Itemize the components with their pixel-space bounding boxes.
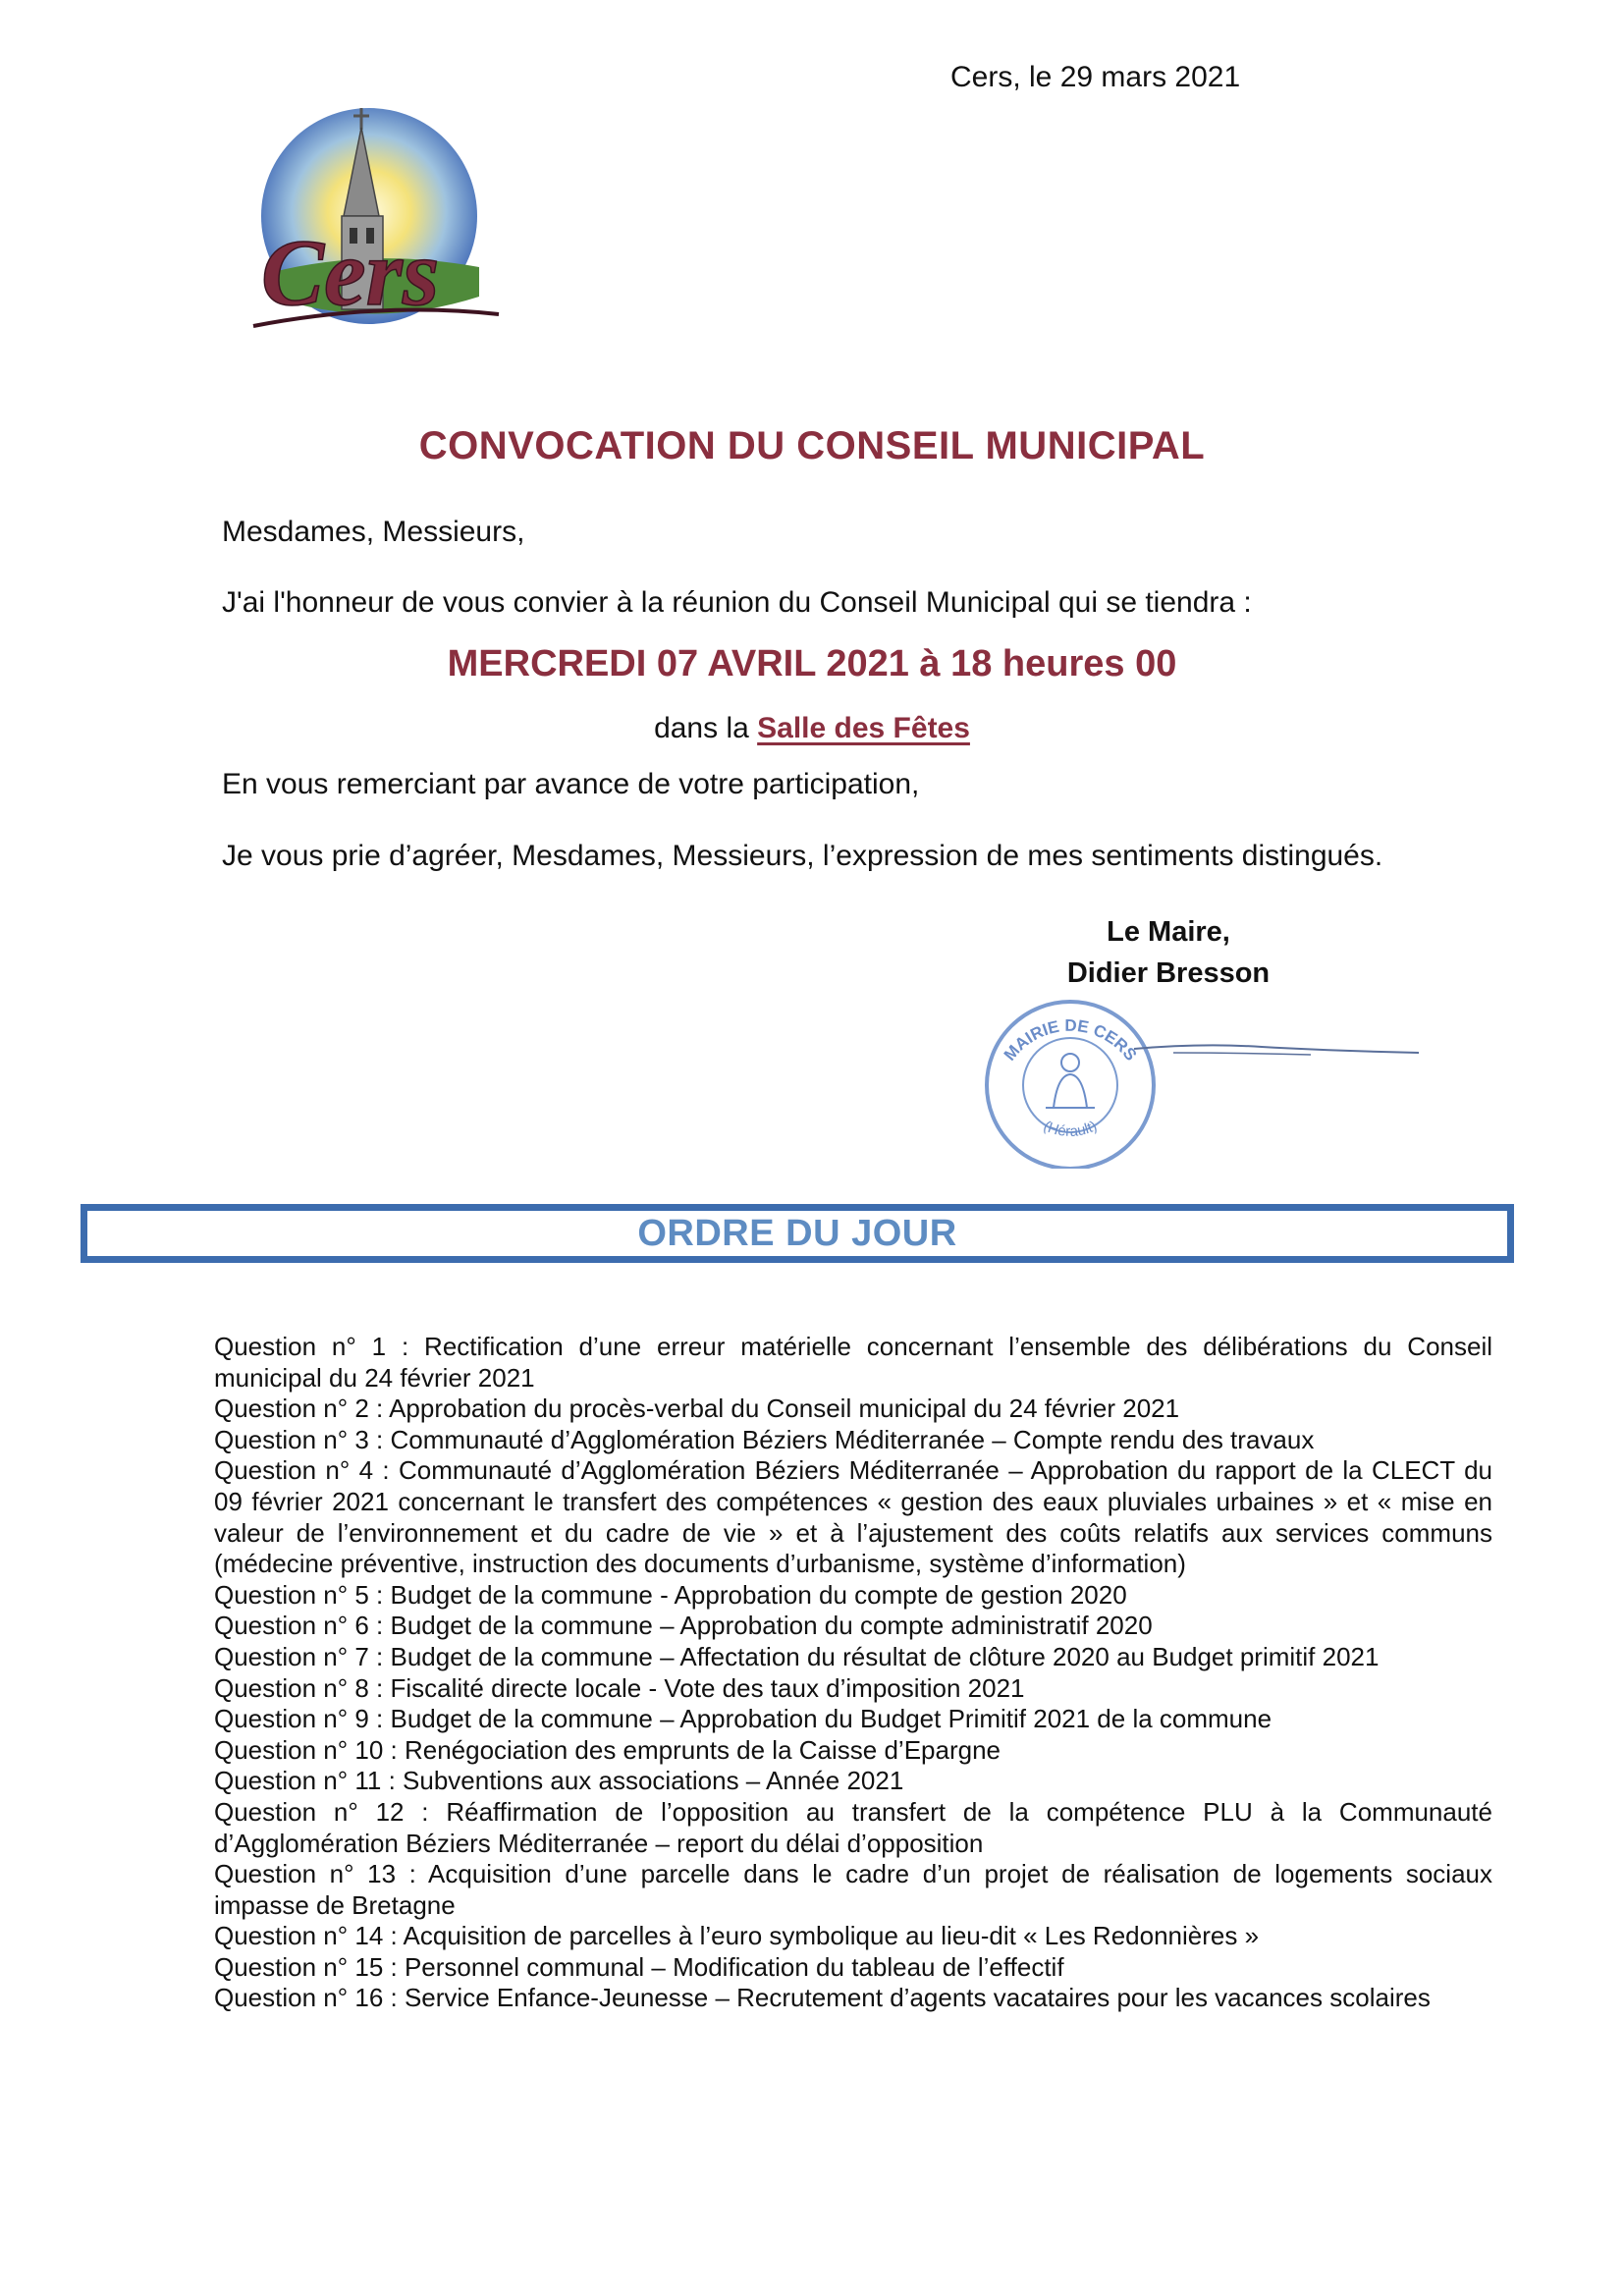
agenda-item: Question n° 10 : Renégociation des emprunts de la Caisse d’Epargne [214, 1734, 1001, 1765]
agenda-item: Question n° 9 : Budget de la commune – Approbation du Budget Primitif 2021 de la commune [214, 1704, 1272, 1734]
agenda-item: Question n° 8 : Fiscalité directe locale - Vote des taux d’imposition 2021 [214, 1672, 1025, 1703]
svg-text:MAIRIE DE CERS [1001, 1016, 1141, 1065]
salutation: Mesdames, Messieurs, [222, 516, 525, 548]
agenda-item: Question n° 6 : Budget de la commune – Approbation du compte administratif 2020 [214, 1611, 1153, 1641]
meeting-datetime: MERCREDI 07 AVRIL 2021 à 18 heures 00 [447, 643, 1177, 684]
official-stamp [967, 992, 1429, 1169]
stamp-text-top: MAIRIE DE CERS [1000, 1015, 1141, 1065]
meeting-venue [0, 712, 1624, 745]
seal-figure-icon [1046, 1054, 1095, 1108]
logo-wordmark: Cers [261, 220, 440, 325]
agenda-item: Question n° 5 : Budget de la commune - Approbation du compte de gestion 2020 [214, 1579, 1127, 1610]
agenda-item: Question n° 2 : Approbation du procès-verbal du Conseil municipal du 24 février 2021 [214, 1394, 1180, 1424]
agenda-title: ORDRE DU JOUR [637, 1212, 957, 1254]
agenda-item: Question n° 12 : Réaffirmation de l’opposition au transfert de la compétence PLU à la Communauté d’Agglomération Béziers Méditerranée – report du délai d’opposition [214, 1796, 1492, 1858]
signature-stroke [1134, 1045, 1419, 1053]
closing-paragraph: Je vous prie d’agréer, Mesdames, Messieurs, l’expression de mes sentiments distingués. [222, 840, 1383, 872]
agenda-item: Question n° 7 : Budget de la commune – Affectation du résultat de clôture 2020 au Budget primitif 2021 [214, 1641, 1380, 1671]
venue-prefix: dans la [654, 712, 758, 744]
thanks-paragraph: En vous remerciant par avance de votre participation, [222, 768, 920, 800]
town-logo [234, 100, 528, 346]
agenda-item: Question n° 13 : Acquisition d’une parcelle dans le cadre d’un projet de réalisation de logements sociaux impasse de Bretagne [214, 1859, 1492, 1920]
venue-place: Salle des Fêtes [757, 712, 970, 744]
agenda-item: Question n° 16 : Service Enfance-Jeunesse – Recrutement d’agents vacataires pour les vacances scolaires [214, 1983, 1431, 2013]
agenda-item: Question n° 1 : Rectification d’une erreur matérielle concernant l’ensemble des délibérations du Conseil municipal du 24 février 2021 [214, 1332, 1492, 1393]
letter-date: Cers, le 29 mars 2021 [950, 61, 1241, 93]
agenda-item: Question n° 15 : Personnel communal – Modification du tableau de l’effectif [214, 1951, 1064, 1982]
intro-paragraph: J'ai l'honneur de vous convier à la réunion du Conseil Municipal qui se tiendra : [222, 586, 1252, 619]
agenda-item: Question n° 4 : Communauté d’Agglomération Béziers Méditerranée – Approbation du rapport de la CLECT du 09 février 2021 concernant le transfert des compétences « gestion des eaux pluviales urbaines » et « mise en valeur de l’environnement et du cadre de vie » et à l’ajustement des coûts relatifs aux services communs (médecine préventive, instruction des documents d’urbanisme, système d’information) [214, 1455, 1492, 1579]
svg-text:(Hérault) [1041, 1118, 1100, 1140]
agenda-list [214, 1332, 1492, 2014]
stamp-text-bottom: (Hérault) [1041, 1118, 1100, 1140]
signer-name: Didier Bresson [1066, 957, 1271, 989]
agenda-item: Question n° 14 : Acquisition de parcelles à l’euro symbolique au lieu-dit « Les Redonnières » [214, 1921, 1260, 1951]
document-title: CONVOCATION DU CONSEIL MUNICIPAL [418, 424, 1206, 467]
signature-block [982, 911, 1355, 994]
agenda-item: Question n° 3 : Communauté d’Agglomération Béziers Méditerranée – Compte rendu des travaux [214, 1424, 1315, 1454]
agenda-item: Question n° 11 : Subventions aux associations – Année 2021 [214, 1766, 904, 1796]
signer-role: Le Maire, [1107, 916, 1230, 948]
agenda-header-box [81, 1204, 1514, 1263]
